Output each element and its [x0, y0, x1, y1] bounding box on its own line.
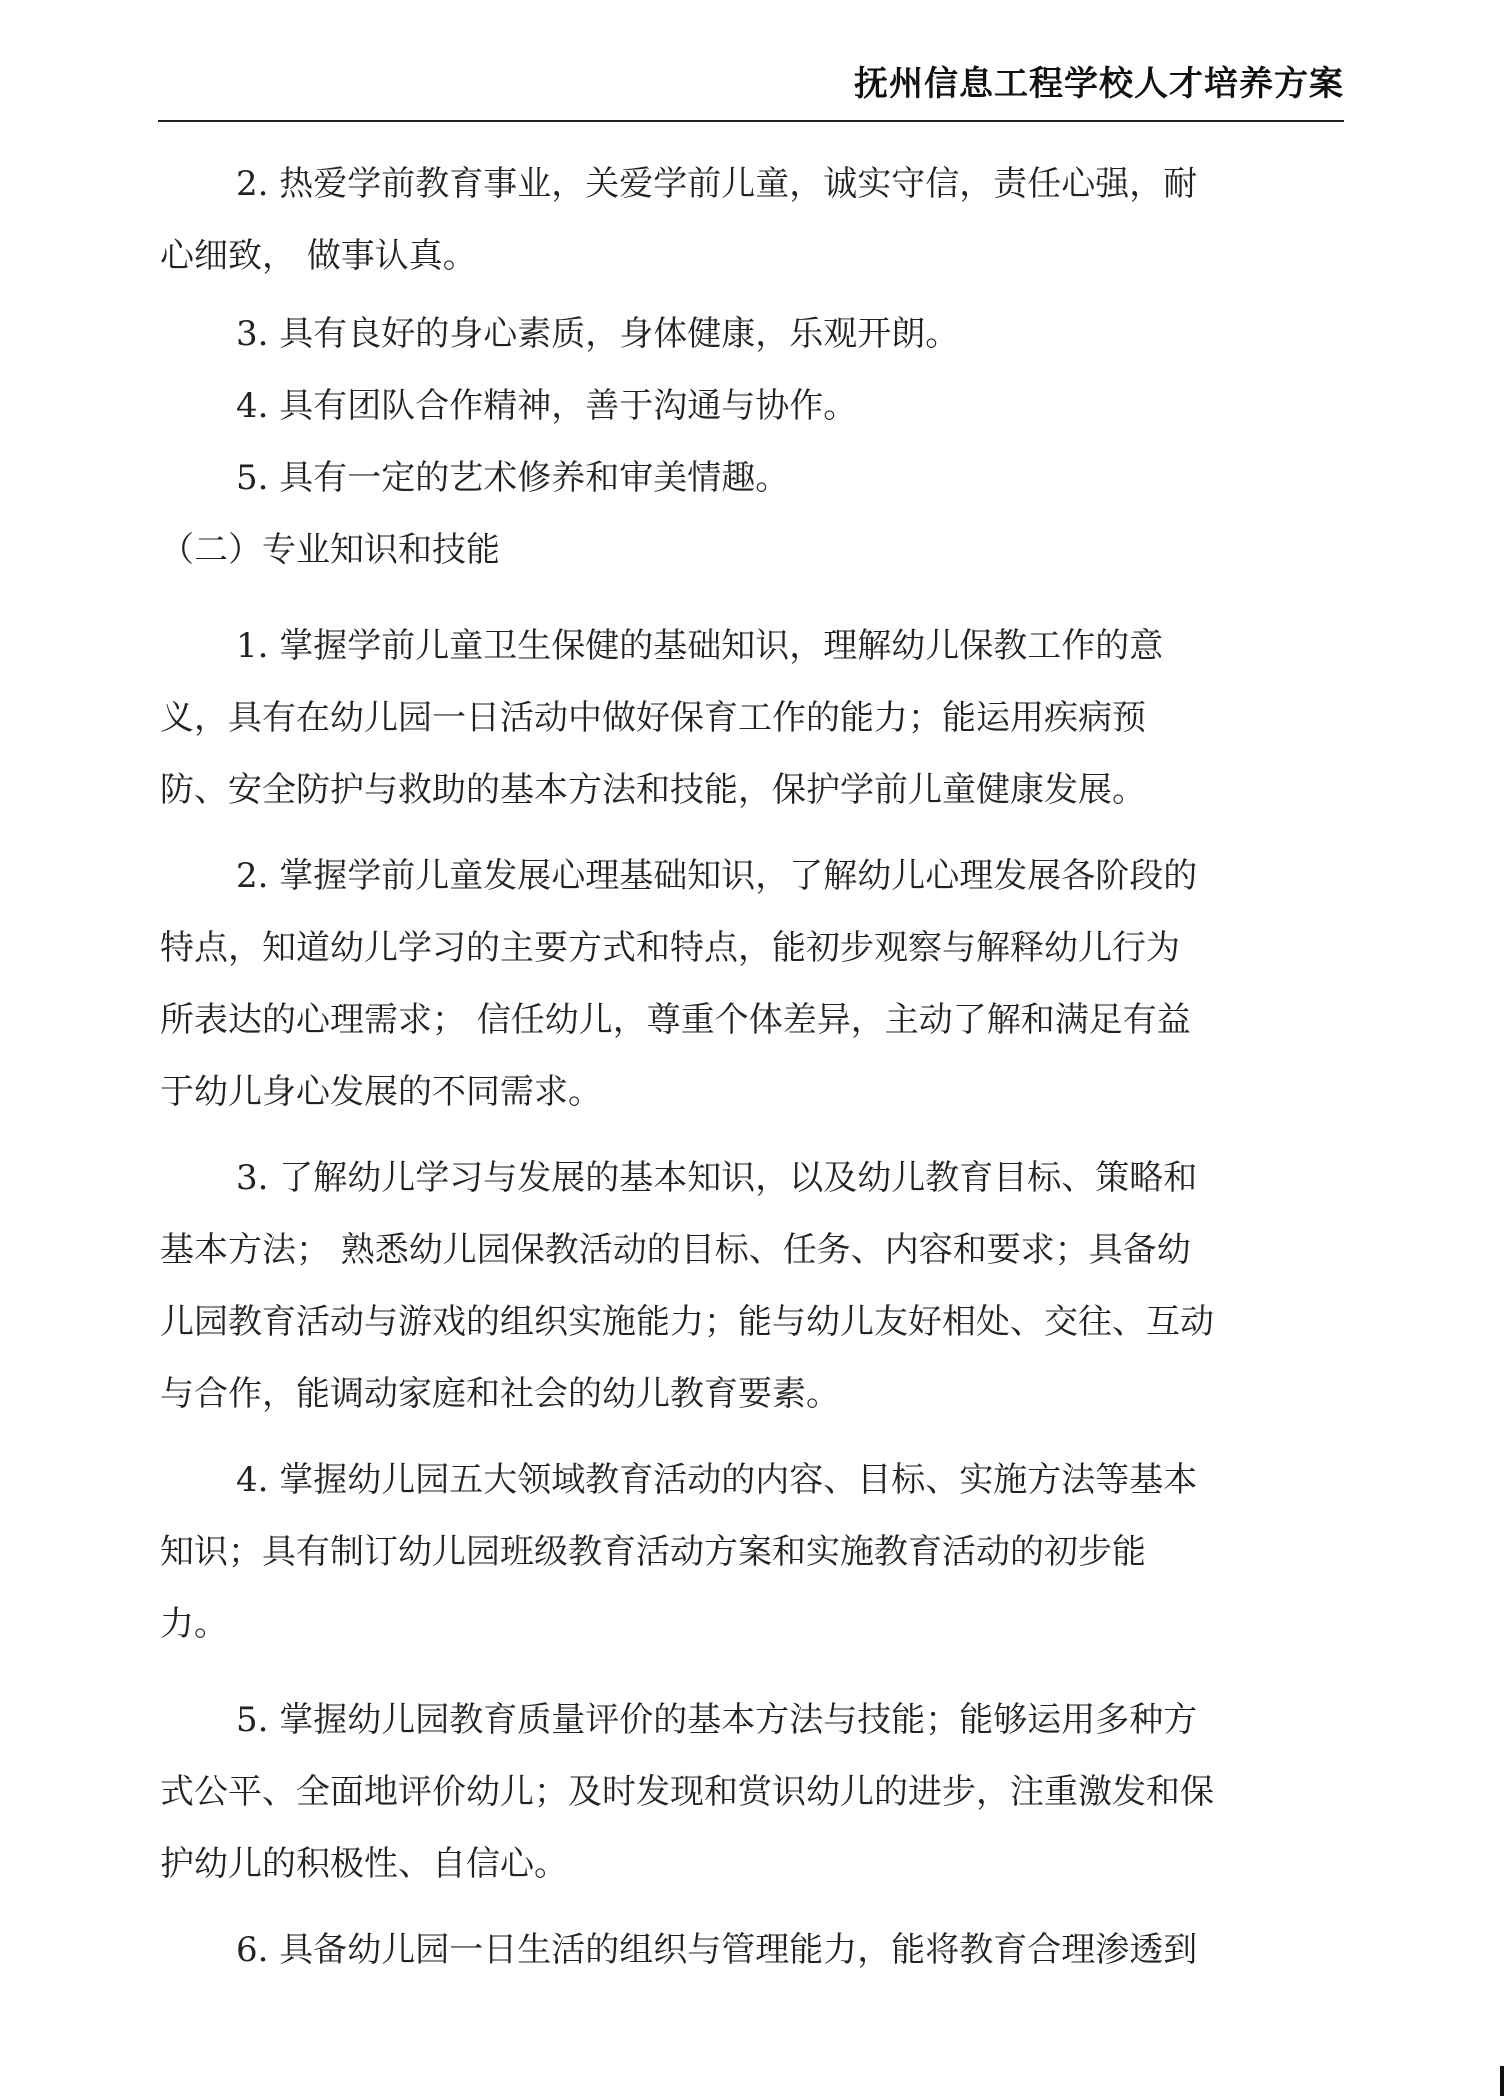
- paragraph-line: 6. 具备幼儿园一日生活的组织与管理能力，能将教育合理渗透到: [236, 1930, 1198, 1970]
- paragraph-line: 5. 具有一定的艺术修养和审美情趣。: [236, 458, 790, 498]
- section-heading: （二）专业知识和技能: [160, 530, 500, 570]
- document-body: [160, 148, 1346, 1986]
- paragraph-line: 1. 掌握学前儿童卫生保健的基础知识，理解幼儿保教工作的意: [236, 626, 1164, 666]
- page-edge-mark: [1500, 2066, 1504, 2096]
- paragraph-line: 与合作，能调动家庭和社会的幼儿教育要素。: [160, 1374, 840, 1414]
- paragraph-line: 心细致， 做事认真。: [160, 236, 477, 276]
- paragraph-line: 于幼儿身心发展的不同需求。: [160, 1072, 602, 1112]
- paragraph-line: 基本方法； 熟悉幼儿园保教活动的目标、任务、内容和要求；具备幼: [160, 1230, 1191, 1270]
- header-divider: [158, 120, 1344, 122]
- paragraph-line: 知识；具有制订幼儿园班级教育活动方案和实施教育活动的初步能: [160, 1532, 1146, 1572]
- paragraph-line: 4. 具有团队合作精神，善于沟通与协作。: [236, 386, 858, 426]
- paragraph-line: 特点，知道幼儿学习的主要方式和特点，能初步观察与解释幼儿行为: [160, 928, 1180, 968]
- paragraph-line: 防、安全防护与救助的基本方法和技能，保护学前儿童健康发展。: [160, 770, 1146, 810]
- header-title: 抚州信息工程学校人才培养方案: [854, 64, 1344, 104]
- paragraph-line: 2. 掌握学前儿童发展心理基础知识，了解幼儿心理发展各阶段的: [236, 856, 1198, 896]
- paragraph-line: 式公平、全面地评价幼儿；及时发现和赏识幼儿的进步，注重激发和保: [160, 1772, 1214, 1812]
- paragraph-line: 4. 掌握幼儿园五大领域教育活动的内容、目标、实施方法等基本: [236, 1460, 1198, 1500]
- paragraph-line: 2. 热爱学前教育事业，关爱学前儿童，诚实守信，责任心强，耐: [236, 164, 1198, 204]
- paragraph-line: 3. 具有良好的身心素质，身体健康，乐观开朗。: [236, 314, 960, 354]
- paragraph-line: 护幼儿的积极性、自信心。: [160, 1844, 568, 1884]
- paragraph-line: 力。: [160, 1604, 228, 1644]
- paragraph-line: 3. 了解幼儿学习与发展的基本知识，以及幼儿教育目标、策略和: [236, 1158, 1198, 1198]
- paragraph-line: 义，具有在幼儿园一日活动中做好保育工作的能力；能运用疾病预: [160, 698, 1146, 738]
- paragraph-line: 所表达的心理需求； 信任幼儿，尊重个体差异，主动了解和满足有益: [160, 1000, 1191, 1040]
- paragraph-line: 5. 掌握幼儿园教育质量评价的基本方法与技能；能够运用多种方: [236, 1700, 1198, 1740]
- paragraph-line: 儿园教育活动与游戏的组织实施能力；能与幼儿友好相处、交往、互动: [160, 1302, 1214, 1342]
